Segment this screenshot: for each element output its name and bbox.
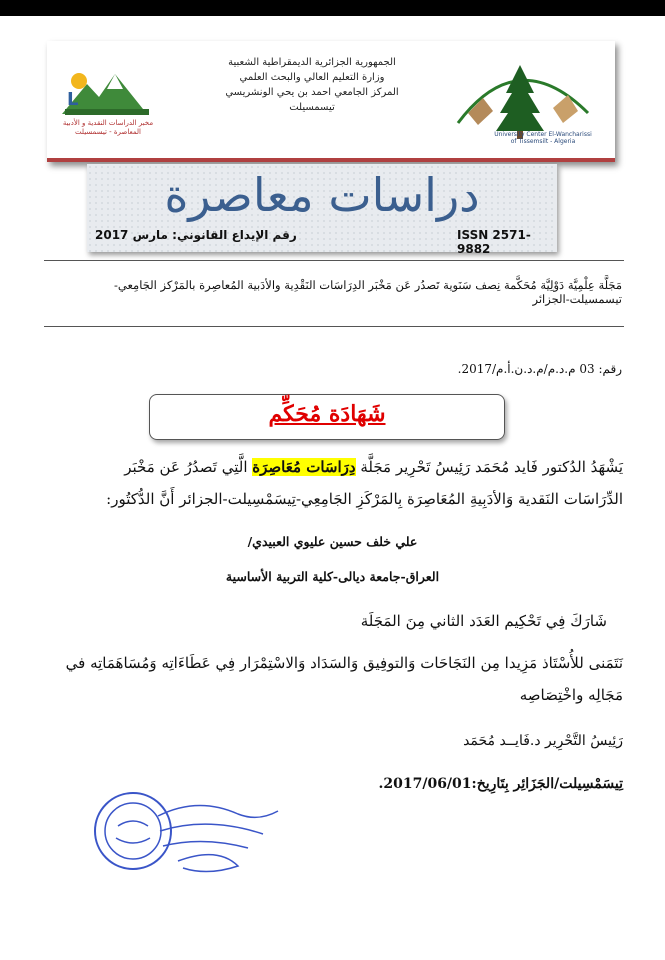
ministry-line: وزارة التعليم العالي والبحث العلمي xyxy=(239,72,385,83)
ministry-line: المركز الجامعي احمد بن يحي الونشريسي xyxy=(225,87,399,98)
ministry-line: الجمهورية الجزائرية الديمقراطية الشعبية xyxy=(228,57,396,68)
ministry-line: تيسمسيلت xyxy=(289,102,335,113)
issn-number: ISSN 2571-9882 xyxy=(457,228,531,256)
reviewer-affiliation: العراق-جامعة ديالى-كلية التربية الأساسية xyxy=(225,569,440,584)
signer: رَئِيسُ التَّحْرِير د.فَايــد مُحَمَد xyxy=(463,733,623,749)
certificate-title-box xyxy=(149,394,505,440)
university-logo-caption: University Center El-Wancharissi of Tissemsilt - Algeria xyxy=(494,131,592,145)
body-line-1 xyxy=(38,452,623,482)
place-date: تِيسَمْسِيلت/الجَزَائِر بِتَارِيخ:2017/06/01. xyxy=(378,776,623,792)
journal-title: دراسات معاصرة xyxy=(164,168,480,222)
legal-deposit: رقم الإيداع القانوني: مارس 2017 xyxy=(95,228,297,242)
journal-banner xyxy=(87,164,557,256)
journal-description: مَجَلَّة عِلْمِيَّة دَوْلِيَّة مُحَكَّمة نِصف سَنَوية تَصدُر عَن مَخْبَر الدِرَاسَات النَقْدِية والأدَبية المُعاصِرة بالمَرْكز الجَامِعي-تيسمسيلت-الجزائر xyxy=(114,278,622,306)
ministry-header xyxy=(177,55,447,115)
participation-text: شَارَكَ فِي تَحْكِيم العَدَد الثاني مِنَ المَجَلَة xyxy=(360,612,607,630)
certificate-page xyxy=(0,16,665,960)
wishes-line-1: نَتَمَنى للأُسْتَاذ مَزِيدا مِن النَجَاحَات وَالتوفِيق وَالسَدَاد وَالاسْتِمْرَار فِي عَطَاءَاتِه وَمُسَاهَمَاتِه في xyxy=(65,654,623,672)
certificate-title: شَهَادَة مُحَكِّم xyxy=(268,401,386,427)
highlighted-journal-name: دِرَاسَات مُعَاصِرَة xyxy=(252,458,356,476)
body-text: يَشْهَدُ الدُكتور فَايد مُحَمَد رَئِيسُ تَحْرِير مَجَلَّة xyxy=(355,458,623,476)
reference-number: رقم: 03 م.د.م/م.د.ن.أ.م/2017. xyxy=(457,362,622,376)
header-card xyxy=(47,41,615,162)
reviewer-name: علي خلف حسين عليوي العبيدي/ xyxy=(247,534,418,549)
divider-bottom xyxy=(44,326,624,327)
divider-top xyxy=(44,260,624,261)
top-black-bar xyxy=(0,0,665,16)
left-logo-caption: مخبر الدراسات النقدية و الأدبية المعاصرة - تيسمسيلت xyxy=(62,119,154,136)
official-stamp-icon xyxy=(88,786,288,881)
wishes-line-2: مَجَالِه واخْتِصَاصِه xyxy=(519,686,623,704)
svg-text:L: L xyxy=(67,89,79,110)
body-text: الَّتِي تَصدُرُ عَن مَخْبَر xyxy=(124,458,253,476)
body-line-2: الدِّرَاسَات النَقدية وَالأدَبِيةِ المُعَاصِرَة بِالمَرْكَزِ الجَامِعِي-تِيسَمْسِيلت-الجزائر أَنَّ الدُّكتُور: xyxy=(106,490,623,508)
